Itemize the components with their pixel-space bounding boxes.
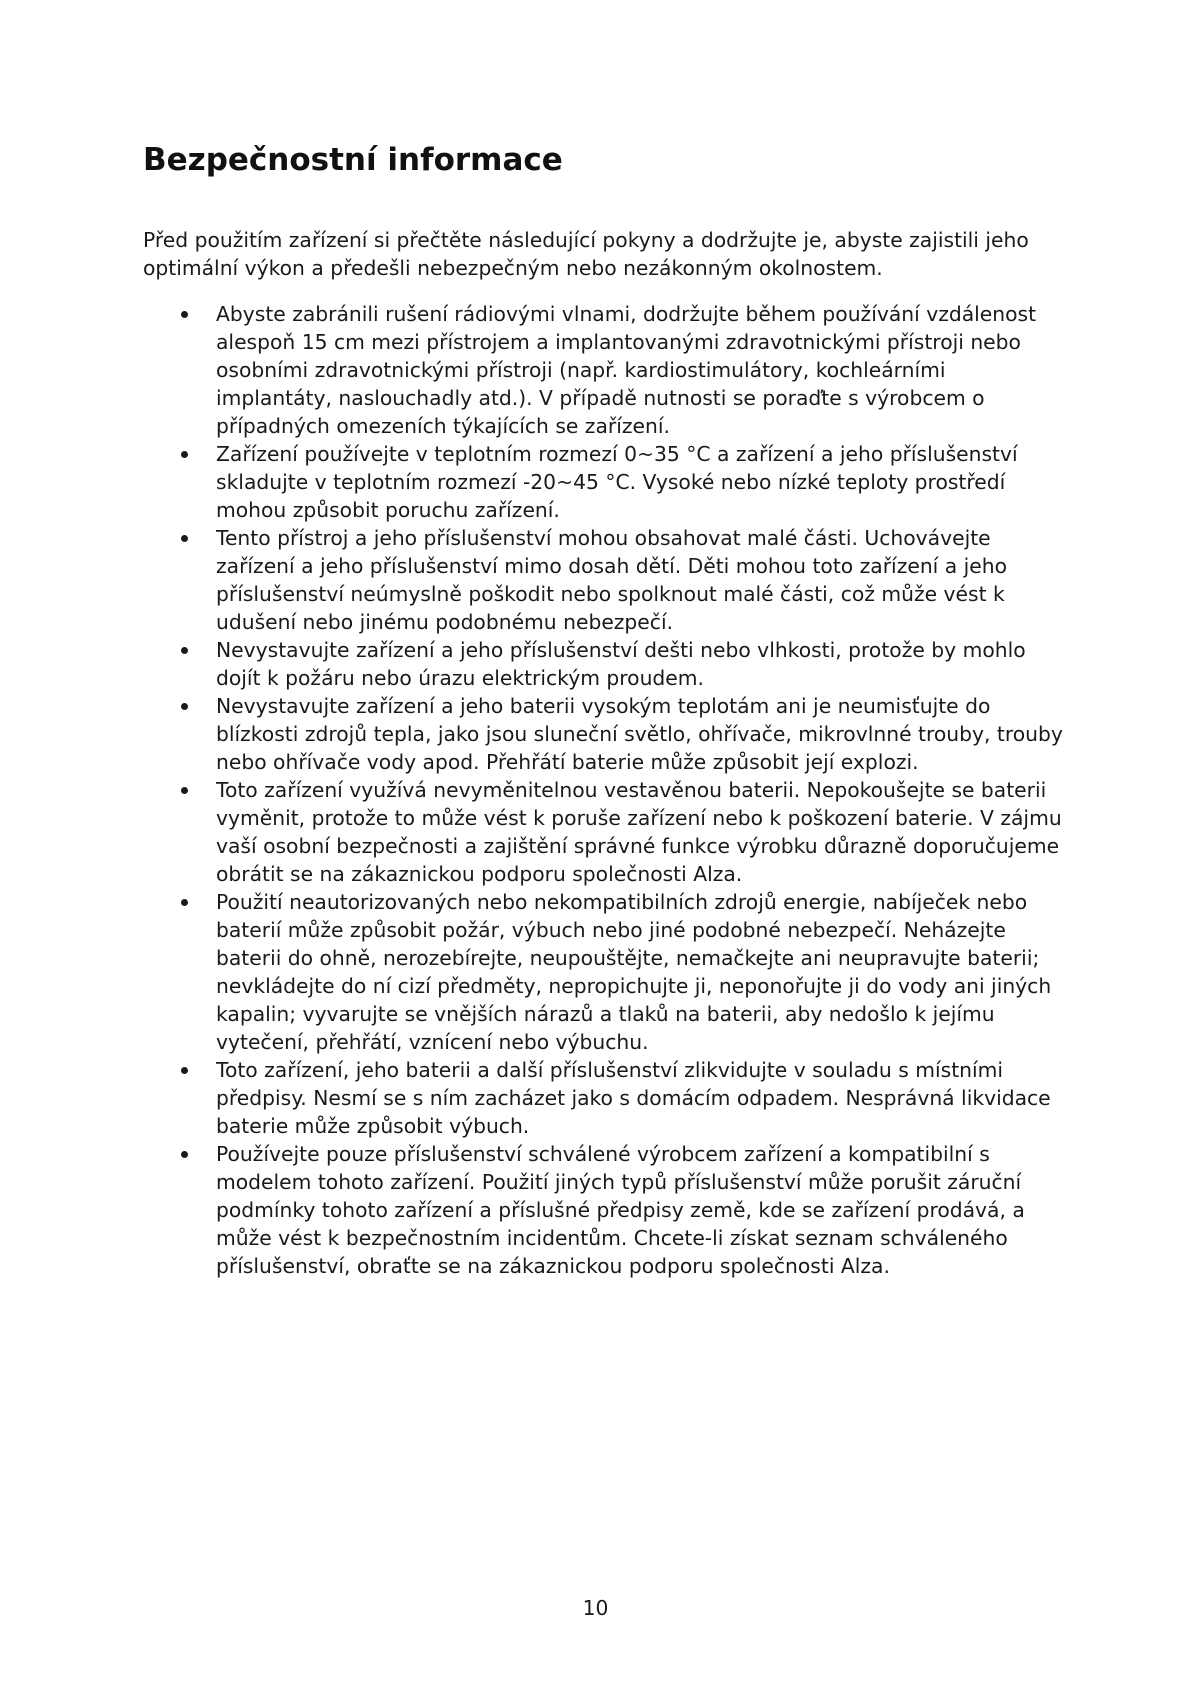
intro-paragraph: Před použitím zařízení si přečtěte následující pokyny a dodržujte je, abyste zajistili jeho optimální výkon a předešli nebezpečným nebo nezákonným okolnostem. bbox=[143, 228, 1029, 280]
list-item-text: Toto zařízení, jeho baterii a další příslušenství zlikvidujte v souladu s místními předpisy. Nesmí se s ním zacházet jako s domácím odpadem. Nesprávná likvidace baterie může způsobit výbuch. bbox=[216, 1058, 1051, 1138]
bullet-icon bbox=[181, 535, 188, 542]
list-item bbox=[143, 524, 1063, 636]
bullet-icon bbox=[181, 1067, 188, 1074]
page-title: Bezpečnostní informace bbox=[143, 142, 563, 178]
list-item-text: Nevystavujte zařízení a jeho baterii vysokým teplotám ani je neumisťujte do blízkosti zdrojů tepla, jako jsou sluneční světlo, ohřívače, mikrovlnné trouby, trouby nebo ohřívače vody apod. Přehřátí baterie může způsobit její explozi. bbox=[216, 694, 1063, 774]
list-item-text: Abyste zabránili rušení rádiovými vlnami, dodržujte během používání vzdálenost alespoň 15 cm mezi přístrojem a implantovanými zdravotnickými přístroji nebo osobními zdravotnickými přístroji (např. kardiostimulátory, kochleárními implantáty, naslouchadly atd.). V případě nutnosti se poraďte s výrobcem o případných omezeních týkajících se zařízení. bbox=[216, 302, 1037, 438]
list-item-text: Nevystavujte zařízení a jeho příslušenství dešti nebo vlhkosti, protože by mohlo dojít k požáru nebo úrazu elektrickým proudem. bbox=[216, 638, 1026, 690]
list-item bbox=[143, 440, 1063, 524]
bullet-icon bbox=[181, 899, 188, 906]
safety-list bbox=[143, 300, 1063, 1280]
list-item bbox=[143, 636, 1063, 692]
bullet-icon bbox=[181, 787, 188, 794]
bullet-icon bbox=[181, 703, 188, 710]
list-item-text: Zařízení používejte v teplotním rozmezí 0~35 °C a zařízení a jeho příslušenství skladujte v teplotním rozmezí -20~45 °C. Vysoké nebo nízké teploty prostředí mohou způsobit poruchu zařízení. bbox=[216, 442, 1018, 522]
list-item bbox=[143, 300, 1063, 440]
bullet-icon bbox=[181, 1151, 188, 1158]
list-item bbox=[143, 776, 1063, 888]
bullet-icon bbox=[181, 647, 188, 654]
page-number: 10 bbox=[582, 1596, 609, 1620]
list-item-text: Toto zařízení využívá nevyměnitelnou vestavěnou baterii. Nepokoušejte se baterii vyměnit, protože to může vést k poruše zařízení nebo k poškození baterie. V zájmu vaší osobní bezpečnosti a zajištění správné funkce výrobku důrazně doporučujeme obrátit se na zákaznickou podporu společnosti Alza. bbox=[216, 778, 1062, 886]
list-item-text: Použití neautorizovaných nebo nekompatibilních zdrojů energie, nabíječek nebo baterií může způsobit požár, výbuch nebo jiné podobné nebezpečí. Neházejte baterii do ohně, nerozebírejte, neupouštějte, nemačkejte ani neupravujte baterii; nevkládejte do ní cizí předměty, nepropichujte ji, neponořujte ji do vody ani jiných kapalin; vyvarujte se vnějších nárazů a tlaků na baterii, aby nedošlo k jejímu vytečení, přehřátí, vznícení nebo výbuchu. bbox=[216, 890, 1052, 1054]
bullet-icon bbox=[181, 311, 188, 318]
list-item bbox=[143, 692, 1063, 776]
list-item-text: Používejte pouze příslušenství schválené výrobcem zařízení a kompatibilní s modelem tohoto zařízení. Použití jiných typů příslušenství může porušit záruční podmínky tohoto zařízení a příslušné předpisy země, kde se zařízení prodává, a může vést k bezpečnostním incidentům. Chcete-li získat seznam schváleného příslušenství, obraťte se na zákaznickou podporu společnosti Alza. bbox=[216, 1142, 1025, 1278]
list-item bbox=[143, 888, 1063, 1056]
list-item bbox=[143, 1056, 1063, 1140]
list-item-text: Tento přístroj a jeho příslušenství mohou obsahovat malé části. Uchovávejte zařízení a jeho příslušenství mimo dosah dětí. Děti mohou toto zařízení a jeho příslušenství neúmyslně poškodit nebo spolknout malé části, což může vést k udušení nebo jinému podobnému nebezpečí. bbox=[216, 526, 1007, 634]
bullet-icon bbox=[181, 451, 188, 458]
list-item bbox=[143, 1140, 1063, 1280]
